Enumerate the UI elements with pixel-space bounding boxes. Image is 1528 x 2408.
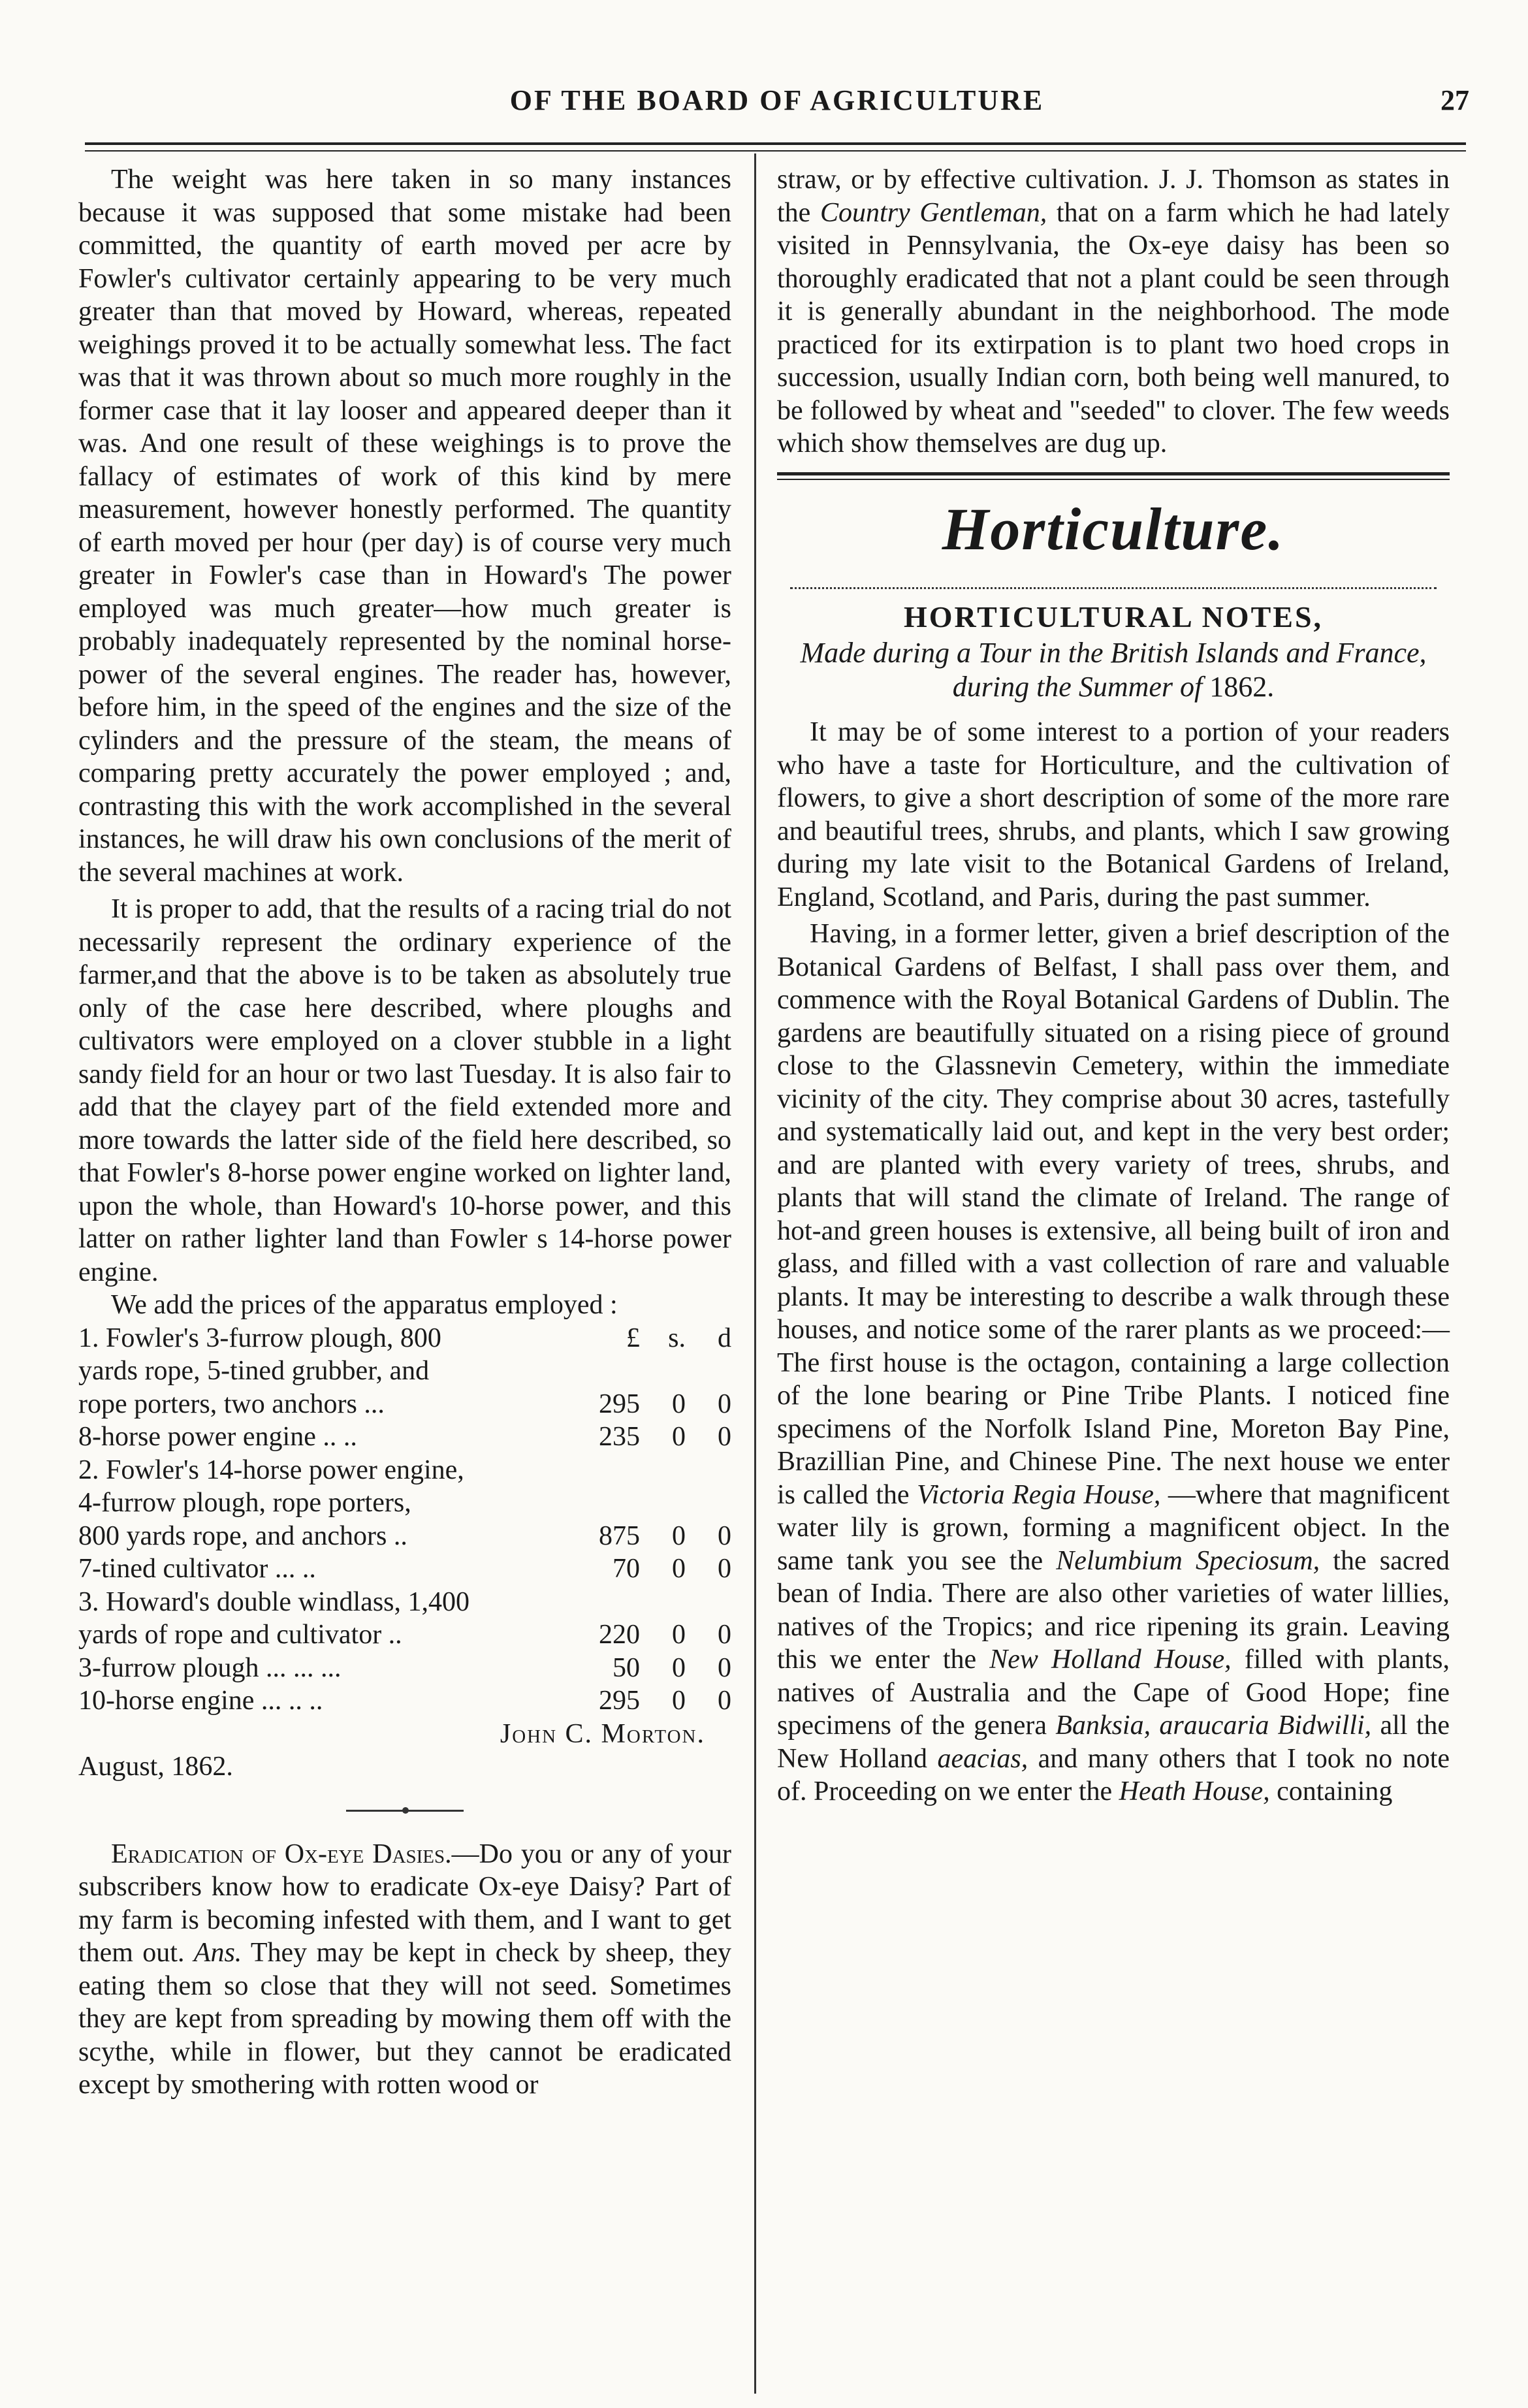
continuation-text: that on a farm which he had lately visited in Pennsylvania, the Ox-eye daisy has been so thoroughly eradicated that not a plant could be seen through it is generally abundant in the neighborhood. The mode practiced for its extirpation is to plant two hoed crops in succession, usually Indian corn, both being well manured, to be followed by wheat and "seeded" to clover. The few weeds which show themselves are dug up. <box>777 197 1450 458</box>
paragraph-text: containing <box>1277 1776 1393 1806</box>
price-shillings: s. <box>668 1323 686 1353</box>
price-row <box>78 1652 731 1685</box>
price-desc: 3-furrow plough ... ... ... <box>78 1652 342 1683</box>
subtitle-text: Made during a Tour in the British Islands and France, during the Summer of <box>800 637 1427 703</box>
page-number: 27 <box>1440 84 1469 116</box>
price-pounds: 70 <box>613 1554 640 1584</box>
paragraph-text: the sacred bean of India. There are also other varieties of water lillies, natives of the Tropics; and rice ripening its grain. Leaving this we enter the <box>777 1545 1450 1675</box>
price-shillings: 0 <box>672 1652 686 1683</box>
house-name: Victoria Regia House, <box>917 1479 1161 1510</box>
paragraph-text: Having, in a former letter, given a brief description of the Botanical Gardens of Belfast, I shall pass over them, and commence with the Royal Botanical Gardens of Dublin. The gardens are beautifully situated on a rising piece of ground close to the Glassnevin Cemetery, within the immediate vicinity of the city. They comprise about 30 acres, tastefully and systematically laid out, and kept in the very best order; and are planted with every variety of trees, shrubs, and plants that will stand the climate of Ireland. The range of hot-and green houses is extensive, all being built of iron and glass, and filled with a vast collection of rare and valuable plants. It may be interesting to describe a walk through these houses, and notice some of the rarer plants as we proceed:—The first house is the octagon, containing a large collection of the lone bearing or Pine Tribe Plants. I noticed fine specimens of the Norfolk Island Pine, Moreton Bay Pine, Brazillian Pine, and Chinese Pine. The next house we enter is called the <box>777 919 1450 1510</box>
ox-eye-answer: They may be kept in check by sheep, they eating them so close that they will not seed. Sometimes they are kept from spreading by mowing them off with the scythe, while in flower, but they cannot be eradicated except by smothering with rotten wood or <box>78 1938 731 2100</box>
prices-intro: We add the prices of the apparatus employed : <box>111 1290 618 1320</box>
price-row <box>78 1355 731 1388</box>
section-title: Horticulture. <box>942 495 1285 562</box>
plant-name: Nelumbium Speciosum, <box>1056 1545 1320 1576</box>
paragraph: It may be of some interest to a portion of your readers who have a taste for Horticulture, and the cultivation of flowers, to give a short description of some of the more rare and beautiful trees, shrubs, and plants, which I saw growing during my late visit to the Botanical Gardens of Ireland, England, Scotland, and Paris, during the past summer. <box>777 717 1450 912</box>
price-pence: 0 <box>718 1389 731 1419</box>
column-divider <box>754 153 756 2394</box>
price-row <box>78 1684 731 1718</box>
paragraph-text: all the New Holland <box>777 1710 1450 1774</box>
price-pence: 0 <box>718 1652 731 1683</box>
article-subtitle <box>777 636 1450 704</box>
price-shillings: 0 <box>672 1620 686 1650</box>
price-shillings: 0 <box>672 1422 686 1452</box>
price-desc: 10-horse engine ... .. .. <box>78 1686 323 1716</box>
price-pounds: 295 <box>599 1389 640 1419</box>
paragraph <box>777 918 1450 1808</box>
price-shillings: 0 <box>672 1389 686 1419</box>
magazine-title: Country Gentleman, <box>820 197 1047 228</box>
house-name: Heath House, <box>1119 1776 1270 1806</box>
price-shillings: 0 <box>672 1554 686 1584</box>
price-desc: 800 yards rope, and anchors .. <box>78 1520 407 1551</box>
price-desc: 4-furrow plough, rope porters, <box>78 1488 411 1518</box>
right-column <box>777 163 1450 1808</box>
ox-eye-heading: Eradication of Ox-eye Dasies. <box>111 1838 452 1869</box>
price-shillings: 0 <box>672 1520 686 1551</box>
price-desc: 1. Fowler's 3-furrow plough, 800 <box>78 1323 441 1353</box>
price-pounds: 50 <box>613 1652 640 1683</box>
price-pounds: 295 <box>599 1686 640 1716</box>
price-desc: rope porters, two anchors ... <box>78 1389 385 1419</box>
author-signature: John C. Morton. <box>500 1718 705 1749</box>
price-row <box>78 1618 731 1652</box>
ox-eye-paragraph <box>78 1838 731 2102</box>
price-row <box>78 1586 731 1619</box>
price-row <box>78 1421 731 1454</box>
left-column <box>78 163 731 2102</box>
price-desc: 2. Fowler's 14-horse power engine, <box>78 1454 464 1485</box>
page-header <box>85 78 1469 131</box>
paragraph: The weight was here taken in so many instances because it was supposed that some mistake had been committed, the quantity of earth moved per acre by Fowler's cultivator certainly appearing to be very much greater than that moved by Howard, whereas, repeated weighings proved it to be actually somewhat less. The fact was that it was thrown about so much more roughly in the former case that it lay looser and appeared deeper than it was. And one result of these weighings is to prove the fallacy of estimates of work of this kind by mere measurement, however honestly performed. The quantity of earth moved per hour (per day) is of course very much greater in Fowler's case than in Howard's The power employed was much greater—how much greater is probably inadequately represented by the nominal horse-power of the several engines. The reader has, however, before him, in the speed of the engines and the size of the cylinders and the pressure of the steam, the means of comparing pretty accurately the power employed ; and, contrasting this with the work accomplished in the several instances, he will draw his own conclusions of the merit of the several machines at work. <box>78 165 731 888</box>
continuation-paragraph <box>777 163 1450 460</box>
header-rule <box>85 142 1466 152</box>
article-title: HORTICULTURAL NOTES, <box>903 600 1324 634</box>
paragraph-text: —where that magnificent water lily is grown, forming a magnificent object. In the same tank you see the <box>777 1479 1450 1576</box>
price-list <box>78 1322 731 1718</box>
ox-eye-question: —Do you or any of your subscribers know how to eradicate Ox-eye Daisy? Part of my farm is becoming infested with them, and I want to get them out. <box>78 1838 731 1968</box>
price-pence: d <box>718 1323 731 1353</box>
price-row <box>78 1454 731 1487</box>
price-pence: 0 <box>718 1620 731 1650</box>
price-desc: 7-tined cultivator ... .. <box>78 1554 316 1584</box>
price-row <box>78 1388 731 1421</box>
price-row <box>78 1322 731 1355</box>
price-desc: 3. Howard's double windlass, 1,400 <box>78 1586 470 1617</box>
continuation-text: straw, or by effective cultivation. J. J. Thomson as states in the <box>777 165 1450 228</box>
price-pence: 0 <box>718 1422 731 1452</box>
price-row <box>78 1520 731 1553</box>
price-pounds: 875 <box>599 1520 640 1551</box>
price-pence: 0 <box>718 1554 731 1584</box>
dateline: August, 1862. <box>78 1752 233 1782</box>
paragraph-text: and many others that I took no note of. Proceeding on we enter the <box>777 1743 1450 1806</box>
house-name: New Holland House, <box>989 1645 1232 1675</box>
price-row <box>78 1486 731 1520</box>
answer-label: Ans. <box>193 1938 242 1968</box>
price-pounds: 220 <box>599 1620 640 1650</box>
running-head: OF THE BOARD OF AGRICULTURE <box>509 84 1045 116</box>
price-shillings: 0 <box>672 1686 686 1716</box>
price-row <box>78 1552 731 1586</box>
price-desc: 8-horse power engine .. .. <box>78 1422 357 1452</box>
price-desc: yards of rope and cultivator .. <box>78 1620 402 1650</box>
price-pounds: £ <box>626 1323 640 1353</box>
plant-name: aeacias, <box>937 1743 1028 1774</box>
section-rule <box>777 472 1450 480</box>
paragraph: It is proper to add, that the results of a racing trial do not necessarily represent the ordinary experience of the farmer,and that the above is to be taken as absolutely true only of the case here described, where ploughs and cultivators were employed on a clover stubble in a light sandy field for an hour or two last Tuesday. It is also fair to add that the clayey part of the field extended more and more towards the latter side of the field here described, so that Fowler's 8-horse power engine worked on lighter land, upon the whole, than Howard's 10-horse power, and this latter on rather lighter land than Fowler s 14-horse power engine. <box>78 894 731 1287</box>
price-desc: yards rope, 5-tined grubber, and <box>78 1356 430 1386</box>
paragraph-text: filled with plants, natives of Australia and the Cape of Good Hope; fine specimens of the genera <box>777 1645 1450 1741</box>
price-pence: 0 <box>718 1686 731 1716</box>
ornamental-rule <box>790 575 1437 589</box>
price-pence: 0 <box>718 1520 731 1551</box>
plant-name: Banksia, araucaria Bidwilli, <box>1055 1710 1372 1741</box>
section-separator <box>346 1810 464 1812</box>
price-pounds: 235 <box>599 1422 640 1452</box>
subtitle-year: 1862. <box>1209 671 1275 703</box>
